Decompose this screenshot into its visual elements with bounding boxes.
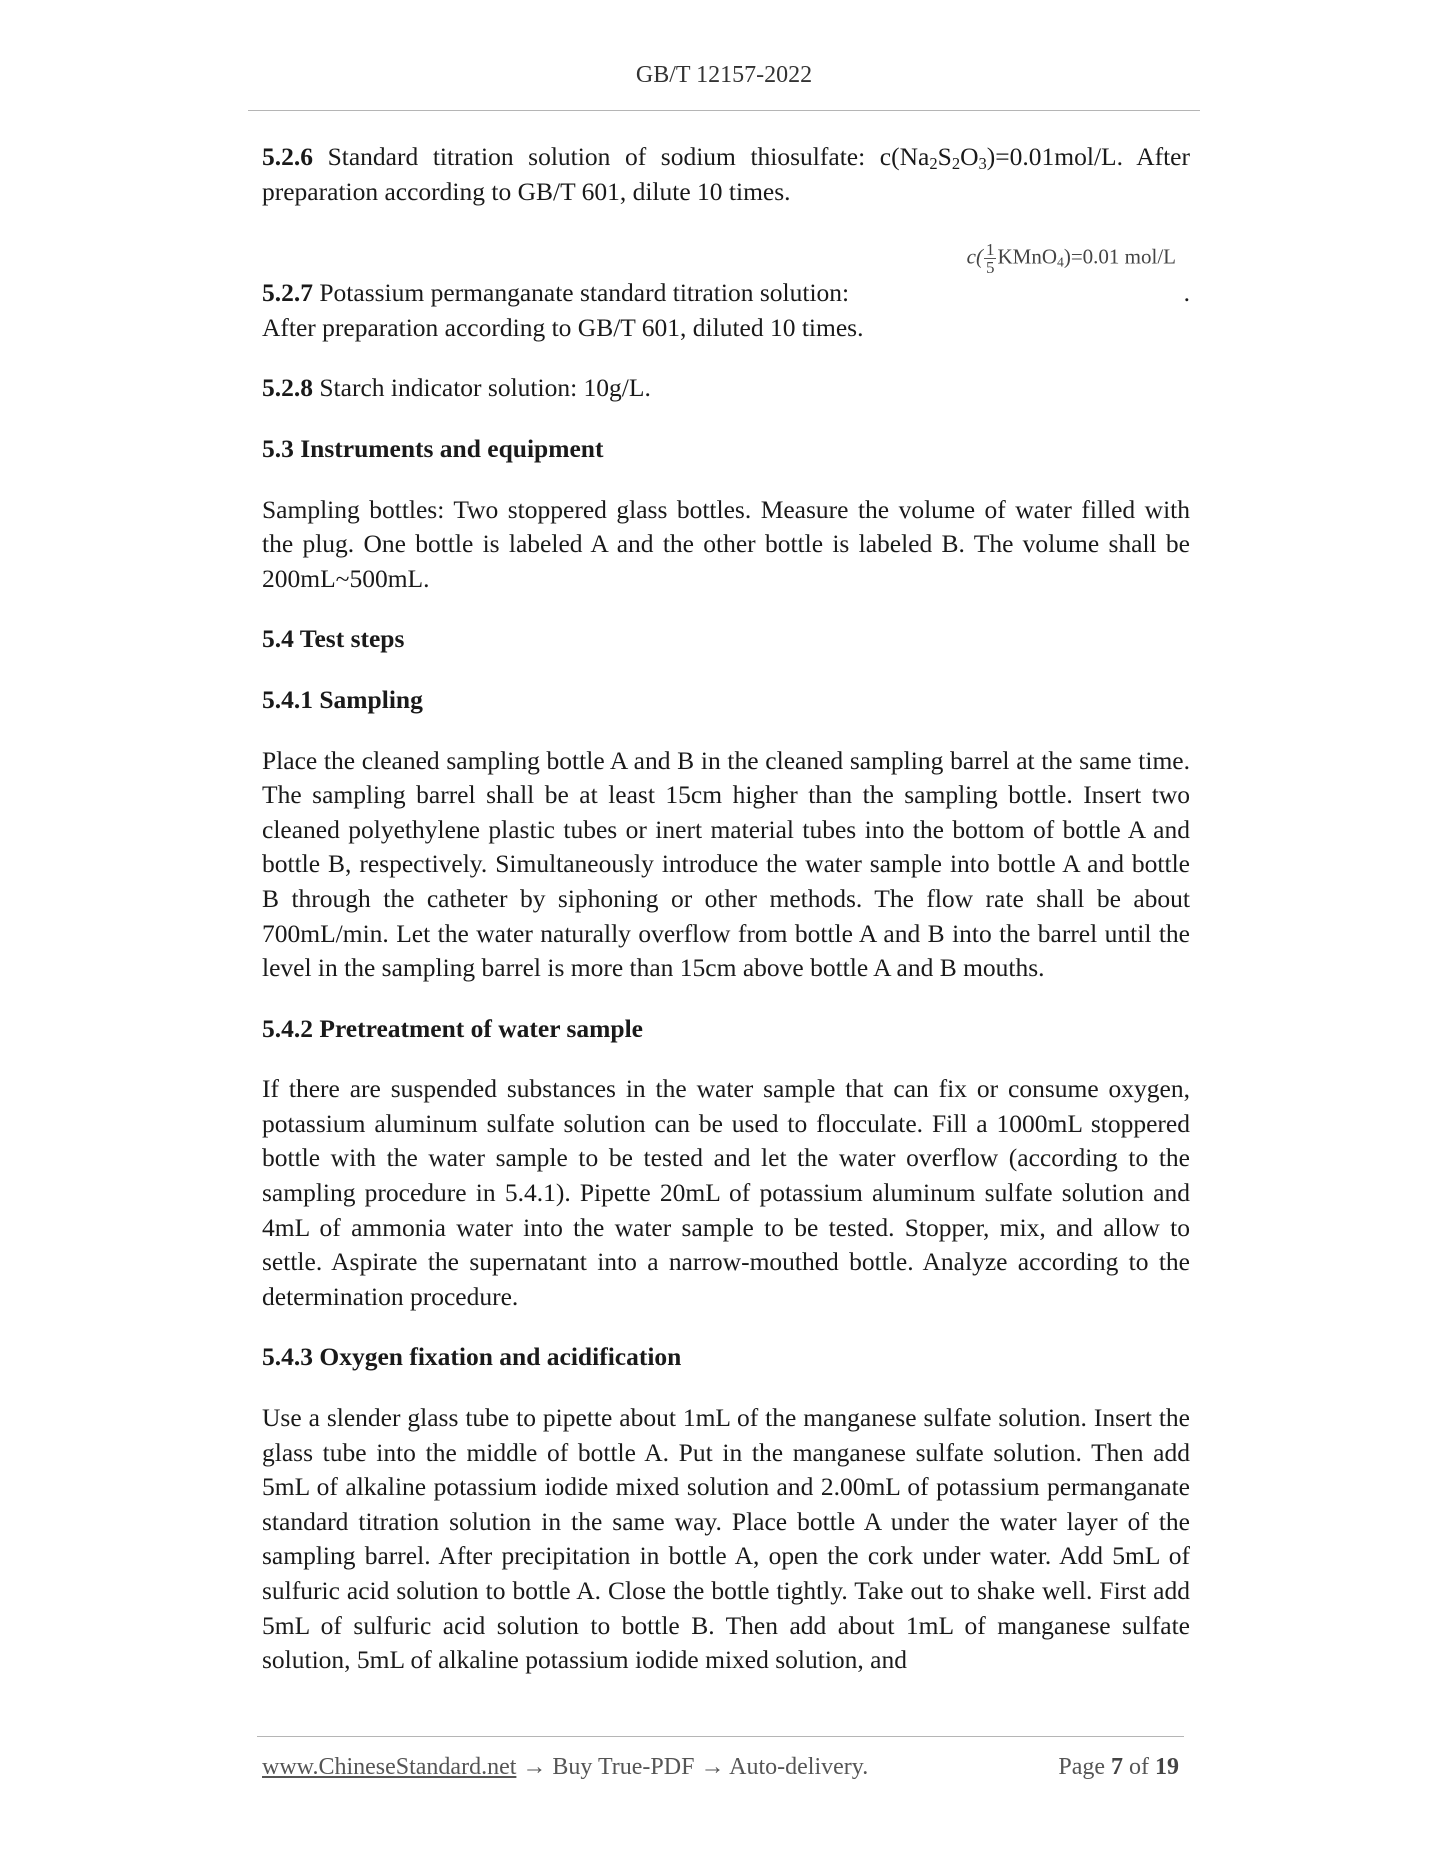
footer-promo xyxy=(262,1754,868,1781)
heading-5-4-2: 5.4.2 Pretreatment of water sample xyxy=(262,1013,643,1043)
section-number: 5.2.8 xyxy=(262,373,313,403)
section-5-2-8: 5.2.8 Starch indicator solution: 10g/L. xyxy=(262,373,651,403)
heading-5-4-1: 5.4.1 Sampling xyxy=(262,684,423,714)
paragraph-5-4-1: Place the cleaned sampling bottle A and B in the cleaned sampling barrel at the same time. The sampling barrel shall be at least 15cm higher than the sampling bottle. Insert two cleaned polyethylene plastic tubes or inert material tubes into the bottom of bottle A and bottle B, respectively. Simultaneously introduce the water sample into bottle A and bottle B through the catheter by siphoning or other methods. The flow rate shall be about 700mL/min. Let the water naturally overflow from bottle A and B into the barrel until the level in the sampling barrel is more than 15cm above bottle A and B mouths. xyxy=(262,745,1190,983)
delivery-text: Auto-delivery. xyxy=(729,1754,869,1780)
section-5-2-7: 5.2.7 Potassium permanganate standard titration solution: . xyxy=(262,278,1190,308)
page-indicator: Page 7 of 19 xyxy=(1058,1754,1179,1780)
footer-divider xyxy=(257,1736,1184,1737)
header-divider xyxy=(248,110,1200,111)
buy-link[interactable]: Buy True-PDF xyxy=(552,1754,695,1780)
standard-code: GB/T 12157-2022 xyxy=(635,62,813,88)
section-number: 5.2.7 xyxy=(262,278,313,308)
heading-5-3: 5.3 Instruments and equipment xyxy=(262,433,604,463)
fraction: $\frac{1}{5}$ xyxy=(985,240,995,278)
section-5-2-6: 5.2.6 Standard titration solution of sodium thiosulfate: $c(Na_2S_2O_3)=0.01mol/L$. After preparation according to GB/T 601, dilute 10 times. xyxy=(262,142,1190,206)
paragraph-5-3: Sampling bottles: Two stoppered glass bottles. Measure the volume of water filled with the plug. One bottle is labeled A and the other bottle is labeled B. The volume shall be 200mL~500mL. xyxy=(262,494,1190,593)
paragraph-5-4-2: If there are suspended substances in the water sample that can fix or consume oxygen, potassium aluminum sulfate solution can be used to flocculate. Fill a 1000mL stoppered bottle with the water sample to be tested and let the water overflow (according to the sampling procedure in 5.4.1). Pipette 20mL of potassium aluminum sulfate solution and 4mL of ammonia water into the water sample to be tested. Stopper, mix, and allow to settle. Aspirate the supernatant into a narrow-mouthed bottle. Analyze according to the determination procedure. xyxy=(262,1074,1190,1311)
permanganate-formula: c( $\frac{1}{5}$ KMnO$_4$)=0.01 mol/L xyxy=(966,240,1176,278)
heading-5-4-3: 5.4.3 Oxygen fixation and acidification xyxy=(262,1342,682,1372)
heading-5-4: 5.4 Test steps xyxy=(262,624,405,654)
document-body xyxy=(262,140,1190,1678)
arrow-icon: → xyxy=(516,1754,553,1780)
arrow-icon: → xyxy=(694,1754,730,1780)
paragraph-5-4-3: Use a slender glass tube to pipette about 1mL of the manganese sulfate solution. Insert the glass tube into the middle of bottle A. Put in the manganese sulfate solution. Then add 5mL of alkaline potassium iodide mixed solution and 2.00mL of potassium permanganate standard titration solution in the same way. Place bottle A under the water layer of the sampling barrel. After precipitation in bottle A, open the cork under water. Add 5mL of sulfuric acid solution to bottle A. Close the bottle tightly. Take out to shake well. First add 5mL of sulfuric acid solution to bottle B. Then add about 1mL of manganese sulfate solution, 5mL of alkaline potassium iodide mixed solution, and xyxy=(262,1403,1190,1675)
current-page: 7 xyxy=(1111,1754,1123,1780)
page-header xyxy=(248,62,1200,89)
website-link[interactable]: www.ChineseStandard.net xyxy=(262,1754,517,1780)
section-5-2-7-cont: After preparation according to GB/T 601, diluted 10 times. xyxy=(262,312,864,342)
total-pages: 19 xyxy=(1155,1754,1179,1780)
section-number: 5.2.6 xyxy=(262,142,313,171)
